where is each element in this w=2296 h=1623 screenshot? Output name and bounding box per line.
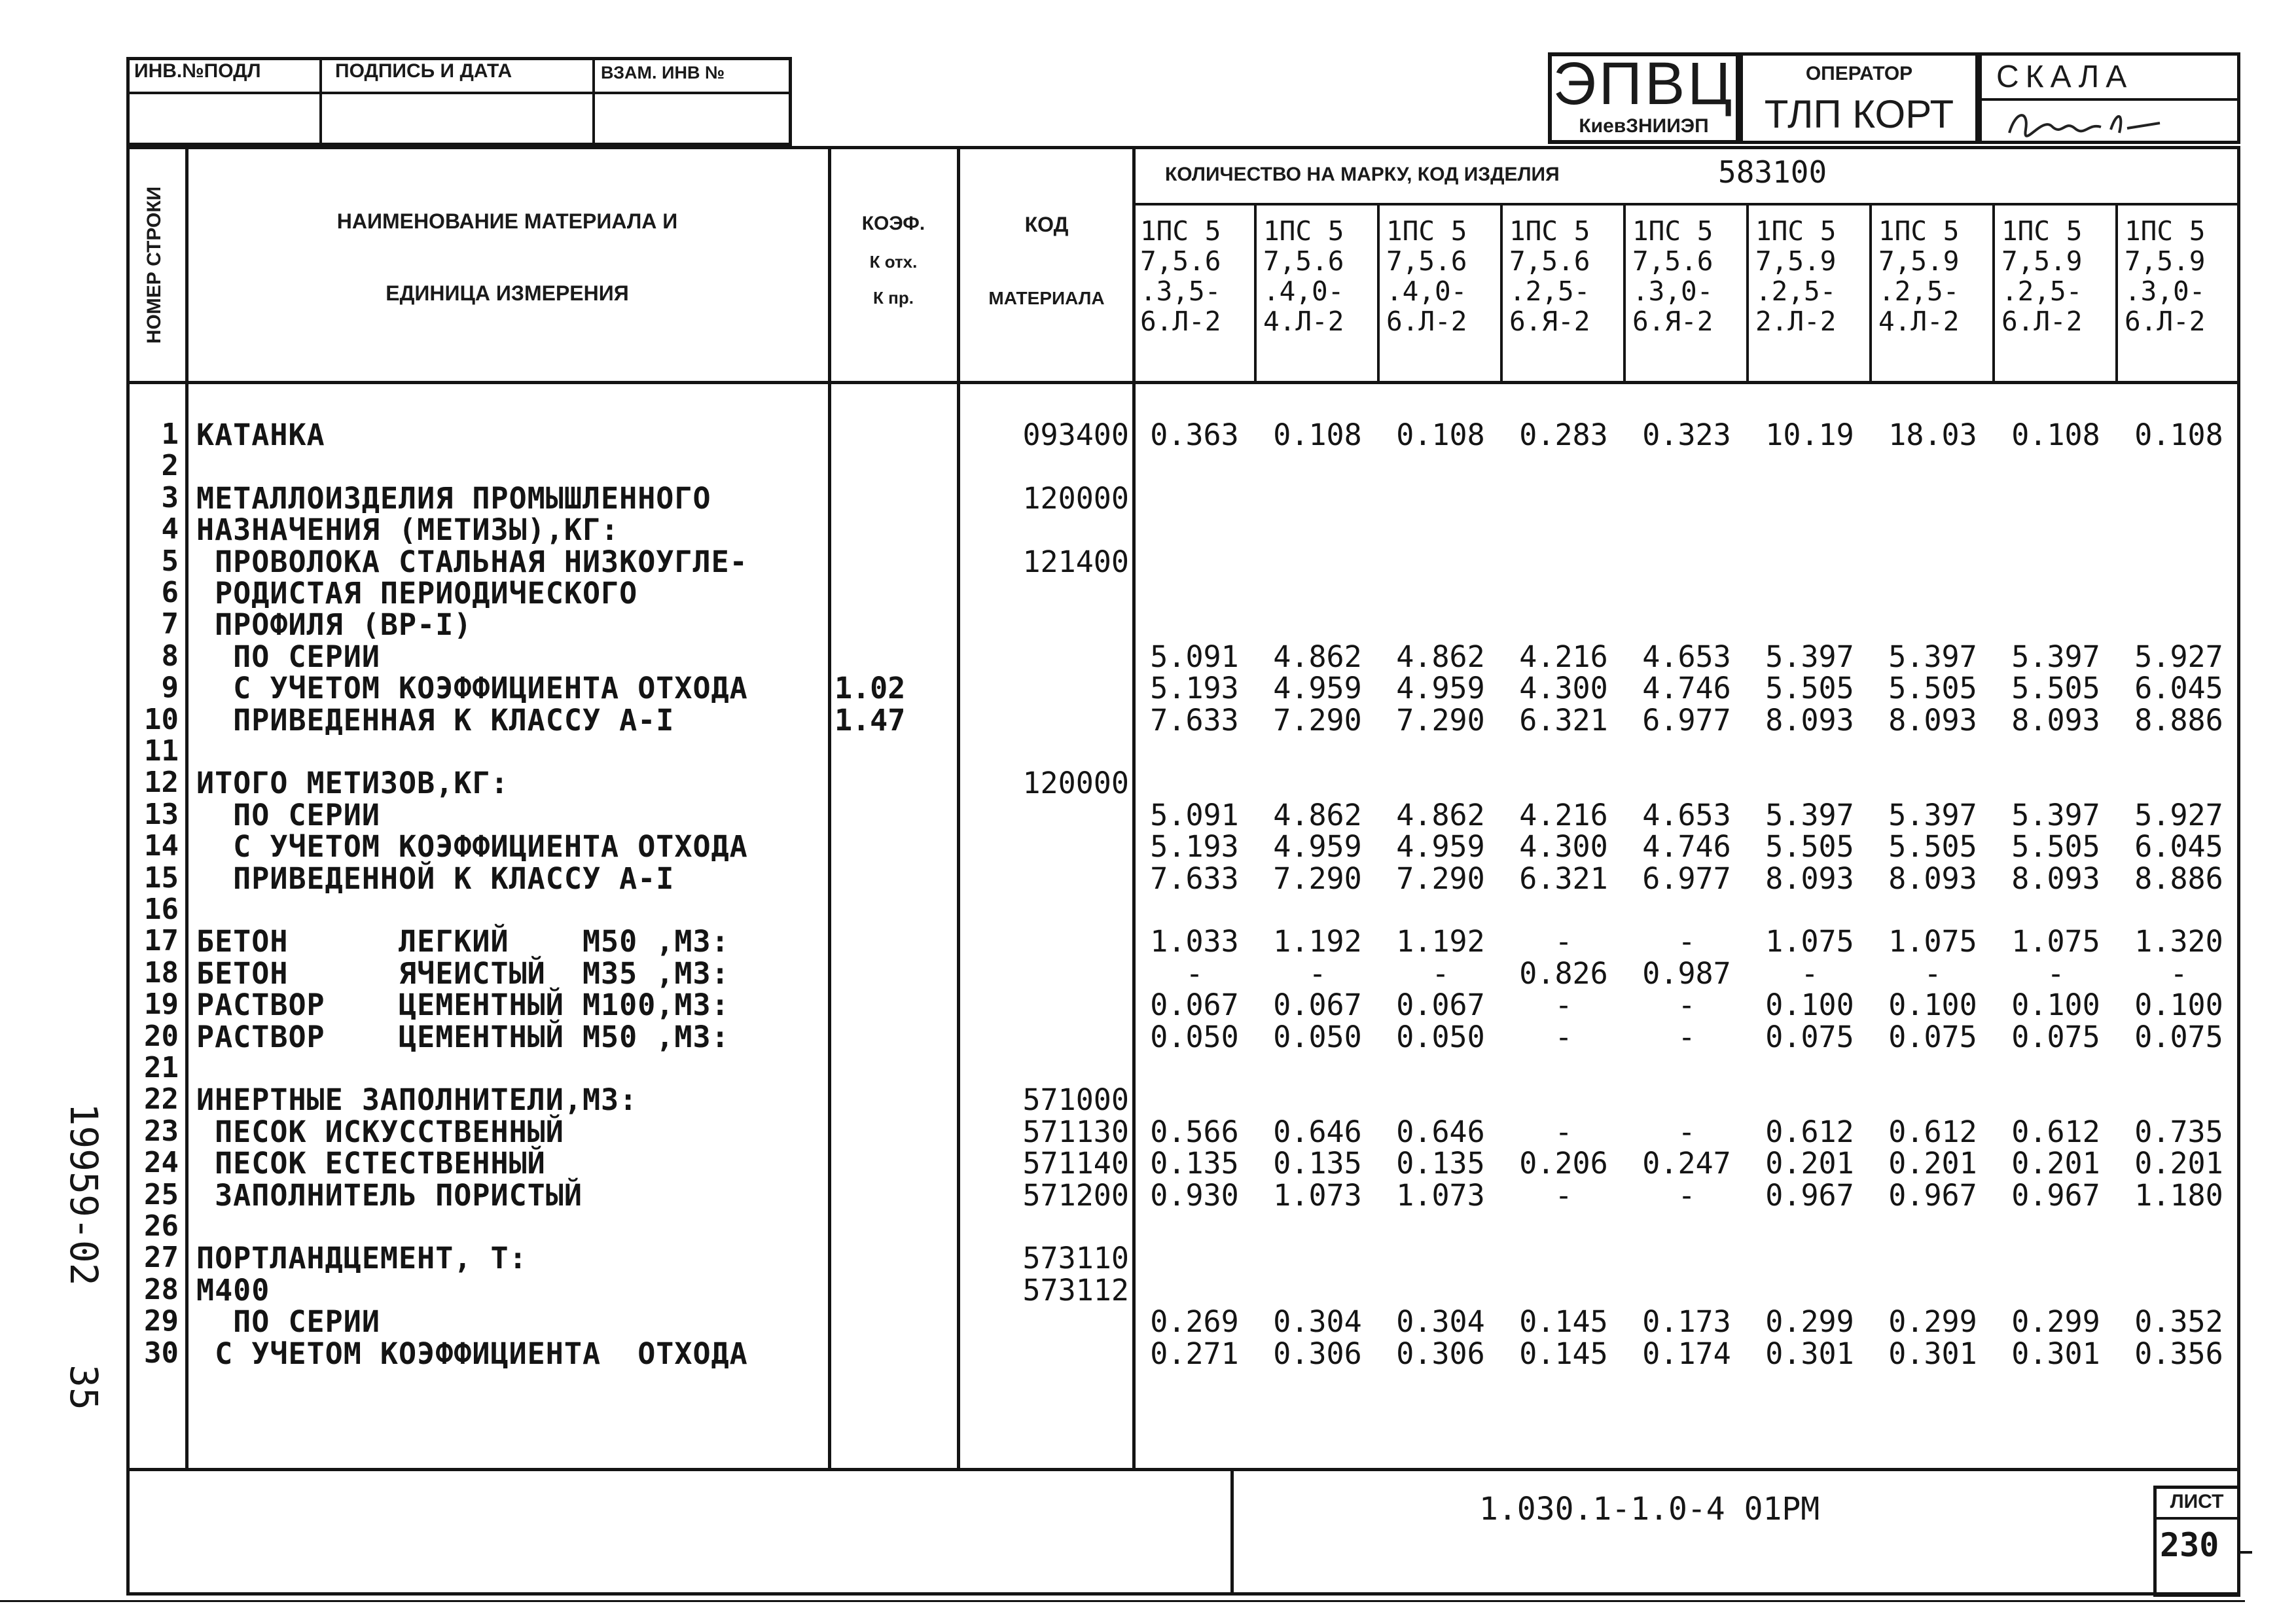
row-number: 11 [144, 734, 179, 768]
mark-header-1: 1ПС 5 7,5.6 .3,5- 6.Л-2 [1140, 215, 1221, 337]
row-value: 6.045 [2134, 829, 2223, 864]
row-number: 16 [144, 893, 179, 926]
row-number: 4 [161, 512, 179, 546]
row-name: КАТАНКА [196, 418, 325, 452]
header-coef-line2: К отх. [869, 252, 918, 272]
row-value: 0.067 [1396, 988, 1485, 1022]
row-value: 1.192 [1396, 924, 1485, 959]
row-value: 1.192 [1273, 924, 1362, 959]
row-value: - [1308, 956, 1327, 991]
row-code: 571130 [1022, 1115, 1129, 1149]
header-qty-label: КОЛИЧЕСТВО НА МАРКУ, КОД ИЗДЕЛИЯ [1165, 164, 1560, 185]
stamp-divider [126, 92, 792, 94]
row-name: МЕТАЛЛОИЗДЕЛИЯ ПРОМЫШЛЕННОГО [196, 481, 711, 516]
row-value: 0.201 [2134, 1146, 2223, 1181]
row-value: 8.886 [2134, 703, 2223, 738]
row-value: 5.397 [1765, 639, 1854, 674]
row-code: 120000 [1022, 481, 1129, 516]
row-value: 5.193 [1150, 671, 1239, 705]
row-value: - [1554, 1020, 1573, 1054]
mark-header-3: 1ПС 5 7,5.6 .4,0- 6.Л-2 [1386, 215, 1467, 337]
row-value: 0.135 [1273, 1146, 1362, 1181]
row-value: - [1924, 956, 1942, 991]
row-value: 5.091 [1150, 639, 1239, 674]
row-value: 0.247 [1642, 1146, 1731, 1181]
row-value: 0.304 [1273, 1304, 1362, 1339]
row-value: 1.075 [1888, 924, 1977, 959]
row-code: 573112 [1022, 1273, 1129, 1308]
row-name: М400 [196, 1273, 270, 1308]
row-value: 4.959 [1273, 671, 1362, 705]
row-value: - [1554, 924, 1573, 959]
row-number: 3 [161, 481, 179, 514]
sheet-tick [2240, 1551, 2252, 1554]
row-name: ИТОГО МЕТИЗОВ,КГ: [196, 766, 509, 800]
row-value: - [1677, 1115, 1696, 1149]
mark-header-2: 1ПС 5 7,5.6 .4,0- 4.Л-2 [1263, 215, 1344, 337]
row-value: 6.321 [1519, 703, 1608, 738]
vline-number [185, 146, 188, 1469]
header-product-code: 583100 [1718, 154, 1827, 190]
row-value: 0.646 [1396, 1115, 1485, 1149]
row-value: 5.505 [2011, 671, 2100, 705]
row-value: 6.977 [1642, 703, 1731, 738]
row-value: 4.862 [1273, 639, 1362, 674]
row-number: 12 [144, 766, 179, 799]
mark-header-9: 1ПС 5 7,5.9 .3,0- 6.Л-2 [2125, 215, 2206, 337]
row-value: 7.290 [1396, 861, 1485, 896]
footer-doc-code: 1.030.1-1.0-4 01РМ [1479, 1491, 1820, 1527]
header-bottom-line [126, 381, 2240, 384]
mark-header-6: 1ПС 5 7,5.9 .2,5- 2.Л-2 [1755, 215, 1837, 337]
row-value: 10.19 [1765, 418, 1854, 452]
row-name: ПО СЕРИИ [196, 639, 380, 674]
row-number: 1 [161, 418, 179, 451]
row-value: 0.352 [2134, 1304, 2223, 1339]
row-value: 0.304 [1396, 1304, 1485, 1339]
row-value: - [1554, 1115, 1573, 1149]
sheet-divider [2153, 1517, 2240, 1520]
row-value: 1.073 [1273, 1178, 1362, 1213]
row-value: 4.300 [1519, 829, 1608, 864]
row-number: 13 [144, 798, 179, 831]
row-number: 10 [144, 703, 179, 736]
qty-header-line [1132, 203, 2240, 205]
row-number: 23 [144, 1115, 179, 1148]
row-value: 0.075 [2134, 1020, 2223, 1054]
row-value: 4.959 [1396, 829, 1485, 864]
row-value: 6.045 [2134, 671, 2223, 705]
row-value: 0.100 [2134, 988, 2223, 1022]
row-value: - [1185, 956, 1204, 991]
row-name: ПО СЕРИИ [196, 1304, 380, 1339]
row-value: 0.145 [1519, 1336, 1608, 1371]
row-value: 5.397 [1888, 639, 1977, 674]
row-value: 5.193 [1150, 829, 1239, 864]
row-value: 5.505 [1765, 671, 1854, 705]
row-number: 18 [144, 956, 179, 990]
row-value: 4.746 [1642, 671, 1731, 705]
page-bottom-line [0, 1600, 2245, 1602]
header-name-line1: НАИМЕНОВАНИЕ МАТЕРИАЛА И [336, 209, 678, 233]
row-value: 0.269 [1150, 1304, 1239, 1339]
row-value: 4.746 [1642, 829, 1731, 864]
row-value: 6.321 [1519, 861, 1608, 896]
row-value: 5.397 [2011, 639, 2100, 674]
mark-header-5: 1ПС 5 7,5.6 .3,0- 6.Я-2 [1632, 215, 1713, 337]
header-row-number: НОМЕР СТРОКИ [143, 186, 165, 344]
row-code: 093400 [1022, 418, 1129, 452]
row-name: ПЕСОК ЕСТЕСТВЕННЫЙ [196, 1146, 546, 1181]
row-name: С УЧЕТОМ КОЭФФИЦИЕНТА ОТХОДА [196, 671, 748, 705]
row-value: 0.050 [1150, 1020, 1239, 1054]
row-value: - [1677, 1178, 1696, 1213]
row-value: 0.135 [1150, 1146, 1239, 1181]
mark-header-4: 1ПС 5 7,5.6 .2,5- 6.Я-2 [1509, 215, 1590, 337]
row-value: 1.075 [1765, 924, 1854, 959]
row-coef: 1.02 [834, 671, 906, 705]
row-code: 571000 [1022, 1082, 1129, 1117]
row-value: 4.653 [1642, 639, 1731, 674]
row-number: 25 [144, 1178, 179, 1211]
row-value: 4.653 [1642, 798, 1731, 832]
stamp-inv-podl: ИНВ.№ПОДЛ [134, 60, 261, 82]
body-bottom-line [126, 1468, 2240, 1471]
row-value: 4.216 [1519, 639, 1608, 674]
signature-mark [2003, 103, 2166, 143]
row-value: 8.093 [1765, 861, 1854, 896]
row-name: РОДИСТАЯ ПЕРИОДИЧЕСКОГО [196, 576, 638, 611]
row-number: 21 [144, 1051, 179, 1084]
row-value: 7.290 [1396, 703, 1485, 738]
row-value: 5.505 [1888, 829, 1977, 864]
row-number: 27 [144, 1241, 179, 1274]
row-value: 0.646 [1273, 1115, 1362, 1149]
row-value: 0.271 [1150, 1336, 1239, 1371]
row-value: 7.633 [1150, 861, 1239, 896]
row-value: 0.566 [1150, 1115, 1239, 1149]
operator-value: ТЛП КОРТ [1764, 92, 1954, 136]
row-value: 0.201 [1888, 1146, 1977, 1181]
row-number: 9 [161, 671, 179, 704]
row-value: 0.201 [2011, 1146, 2100, 1181]
row-number: 8 [161, 639, 179, 673]
row-value: - [2047, 956, 2065, 991]
row-value: 0.050 [1396, 1020, 1485, 1054]
row-value: 1.033 [1150, 924, 1239, 959]
row-number: 5 [161, 544, 179, 578]
row-value: 7.290 [1273, 703, 1362, 738]
org-big: ЭПВЦ [1552, 50, 1735, 117]
row-name: ИНЕРТНЫЕ ЗАПОЛНИТЕЛИ,М3: [196, 1082, 638, 1117]
system-name: СКАЛА [1996, 60, 2134, 94]
row-value: 8.093 [1765, 703, 1854, 738]
row-name: ПОРТЛАНДЦЕМЕНТ, Т: [196, 1241, 528, 1275]
row-name: ПЕСОК ИСКУССТВЕННЫЙ [196, 1115, 564, 1149]
row-number: 17 [144, 924, 179, 957]
row-value: 0.067 [1273, 988, 1362, 1022]
row-name: ПРИВЕДЕННАЯ К КЛАССУ А-I [196, 703, 675, 738]
row-code: 571200 [1022, 1178, 1129, 1213]
row-name: НАЗНАЧЕНИЯ (МЕТИЗЫ),КГ: [196, 512, 620, 547]
row-value: 4.862 [1396, 798, 1485, 832]
row-number: 20 [144, 1020, 179, 1053]
row-number: 14 [144, 829, 179, 863]
operator-label: ОПЕРАТОР [1805, 63, 1913, 84]
row-value: 0.206 [1519, 1146, 1608, 1181]
row-name: ПРОВОЛОКА СТАЛЬНАЯ НИЗКОУГЛЕ- [196, 544, 748, 579]
header-name-line2: ЕДИНИЦА ИЗМЕРЕНИЯ [386, 281, 629, 305]
row-value: 4.959 [1273, 829, 1362, 864]
row-name: С УЧЕТОМ КОЭФФИЦИЕНТА ОТХОДА [196, 1336, 748, 1371]
row-value: 8.886 [2134, 861, 2223, 896]
row-value: - [1554, 988, 1573, 1022]
row-value: 0.075 [2011, 1020, 2100, 1054]
row-value: 0.363 [1150, 418, 1239, 452]
row-coef: 1.47 [834, 703, 906, 738]
row-number: 26 [144, 1209, 179, 1243]
row-value: 0.100 [1888, 988, 1977, 1022]
vline-coef [957, 146, 960, 1469]
row-number: 22 [144, 1082, 179, 1116]
row-value: 8.093 [1888, 703, 1977, 738]
row-value: 0.826 [1519, 956, 1608, 991]
mark-header-8: 1ПС 5 7,5.9 .2,5- 6.Л-2 [2001, 215, 2083, 337]
row-value: 0.075 [1888, 1020, 1977, 1054]
row-name: ПРОФИЛЯ (ВР-I) [196, 607, 473, 642]
row-value: 5.091 [1150, 798, 1239, 832]
row-value: 0.967 [1765, 1178, 1854, 1213]
row-value: 4.862 [1273, 798, 1362, 832]
row-value: 5.397 [1765, 798, 1854, 832]
stamp-podpis-data: ПОДПИСЬ И ДАТА [335, 60, 512, 82]
row-name: РАСТВОР ЦЕМЕНТНЫЙ М100,М3: [196, 988, 730, 1022]
row-value: 1.180 [2134, 1178, 2223, 1213]
row-name: С УЧЕТОМ КОЭФФИЦИЕНТА ОТХОДА [196, 829, 748, 864]
row-number: 6 [161, 576, 179, 609]
row-value: 0.050 [1273, 1020, 1362, 1054]
row-value: 0.174 [1642, 1336, 1731, 1371]
row-value: 0.075 [1765, 1020, 1854, 1054]
row-value: 0.108 [1396, 418, 1485, 452]
row-value: 0.108 [2134, 418, 2223, 452]
row-value: 0.612 [1888, 1115, 1977, 1149]
row-value: 0.612 [1765, 1115, 1854, 1149]
row-value: 4.959 [1396, 671, 1485, 705]
row-value: 0.301 [1765, 1336, 1854, 1371]
row-value: 5.505 [2011, 829, 2100, 864]
row-value: 0.301 [1888, 1336, 1977, 1371]
row-value: 7.633 [1150, 703, 1239, 738]
row-value: 0.299 [1765, 1304, 1854, 1339]
header-code-line2: МАТЕРИАЛА [988, 288, 1105, 308]
row-value: - [1801, 956, 1819, 991]
row-value: 0.735 [2134, 1115, 2223, 1149]
row-code: 573110 [1022, 1241, 1129, 1275]
row-value: 5.505 [1765, 829, 1854, 864]
row-number: 15 [144, 861, 179, 895]
row-value: - [1431, 956, 1450, 991]
row-name: БЕТОН ЯЧЕИСТЫЙ М35 ,М3: [196, 956, 730, 991]
row-value: 8.093 [2011, 703, 2100, 738]
row-number: 19 [144, 988, 179, 1021]
row-value: 0.173 [1642, 1304, 1731, 1339]
row-name: РАСТВОР ЦЕМЕНТНЫЙ М50 ,М3: [196, 1020, 730, 1054]
row-name: ЗАПОЛНИТЕЛЬ ПОРИСТЫЙ [196, 1178, 583, 1213]
row-number: 30 [144, 1336, 179, 1370]
row-value: 0.987 [1642, 956, 1731, 991]
row-value: 0.356 [2134, 1336, 2223, 1371]
vline-name [828, 146, 831, 1469]
row-value: 5.397 [1888, 798, 1977, 832]
row-value: 1.320 [2134, 924, 2223, 959]
row-value: 0.612 [2011, 1115, 2100, 1149]
system-divider [1979, 98, 2240, 101]
row-value: 0.301 [2011, 1336, 2100, 1371]
row-value: 0.100 [2011, 988, 2100, 1022]
row-value: - [1677, 988, 1696, 1022]
row-value: 1.073 [1396, 1178, 1485, 1213]
row-value: 0.108 [1273, 418, 1362, 452]
row-name: ПРИВЕДЕННОЙ К КЛАССУ А-I [196, 861, 675, 896]
row-value: 6.977 [1642, 861, 1731, 896]
side-page: 35 [62, 1364, 106, 1410]
row-number: 2 [161, 449, 179, 482]
row-value: 18.03 [1888, 418, 1977, 452]
row-value: 0.299 [2011, 1304, 2100, 1339]
header-code-line1: КОД [1024, 213, 1069, 236]
row-value: 5.505 [1888, 671, 1977, 705]
row-value: - [1677, 924, 1696, 959]
row-value: 8.093 [2011, 861, 2100, 896]
sheet-number: 230 [2160, 1526, 2219, 1564]
mark-header-7: 1ПС 5 7,5.9 .2,5- 4.Л-2 [1878, 215, 1960, 337]
row-value: - [1554, 1178, 1573, 1213]
row-value: 4.300 [1519, 671, 1608, 705]
row-value: 5.397 [2011, 798, 2100, 832]
row-code: 571140 [1022, 1146, 1129, 1181]
row-value: 0.283 [1519, 418, 1608, 452]
row-number: 28 [144, 1273, 179, 1306]
row-value: 5.927 [2134, 798, 2223, 832]
row-value: 0.967 [2011, 1178, 2100, 1213]
row-value: 0.306 [1396, 1336, 1485, 1371]
org-small: КиевЗНИИЭП [1579, 115, 1709, 137]
row-name: ПО СЕРИИ [196, 798, 380, 832]
row-value: 4.862 [1396, 639, 1485, 674]
header-coef-line1: КОЭФ. [861, 213, 925, 234]
row-value: 0.306 [1273, 1336, 1362, 1371]
stamp-vzam-inv: ВЗАМ. ИНВ № [601, 63, 725, 82]
stamp-vline-2 [592, 57, 595, 146]
row-value: 0.299 [1888, 1304, 1977, 1339]
row-value: - [2170, 956, 2188, 991]
row-code: 121400 [1022, 544, 1129, 579]
row-name: БЕТОН ЛЕГКИЙ М50 ,М3: [196, 924, 730, 959]
row-value: 0.930 [1150, 1178, 1239, 1213]
stamp-vline-1 [319, 57, 322, 146]
row-number: 29 [144, 1304, 179, 1338]
row-number: 24 [144, 1146, 179, 1179]
row-value: 0.067 [1150, 988, 1239, 1022]
row-value: 0.145 [1519, 1304, 1608, 1339]
row-value: 0.135 [1396, 1146, 1485, 1181]
side-inventory: 19959-02 [62, 1103, 106, 1286]
header-coef-line3: К пр. [873, 288, 914, 308]
row-number: 7 [161, 607, 179, 641]
row-value: 0.323 [1642, 418, 1731, 452]
sheet-label: ЛИСТ [2170, 1491, 2224, 1512]
row-value: 0.108 [2011, 418, 2100, 452]
footer-vline [1230, 1468, 1234, 1596]
row-value: 4.216 [1519, 798, 1608, 832]
row-value: 0.100 [1765, 988, 1854, 1022]
row-value: 8.093 [1888, 861, 1977, 896]
row-value: 7.290 [1273, 861, 1362, 896]
row-value: 0.201 [1765, 1146, 1854, 1181]
row-value: 1.075 [2011, 924, 2100, 959]
row-value: - [1677, 1020, 1696, 1054]
row-value: 0.967 [1888, 1178, 1977, 1213]
row-value: 5.927 [2134, 639, 2223, 674]
row-code: 120000 [1022, 766, 1129, 800]
